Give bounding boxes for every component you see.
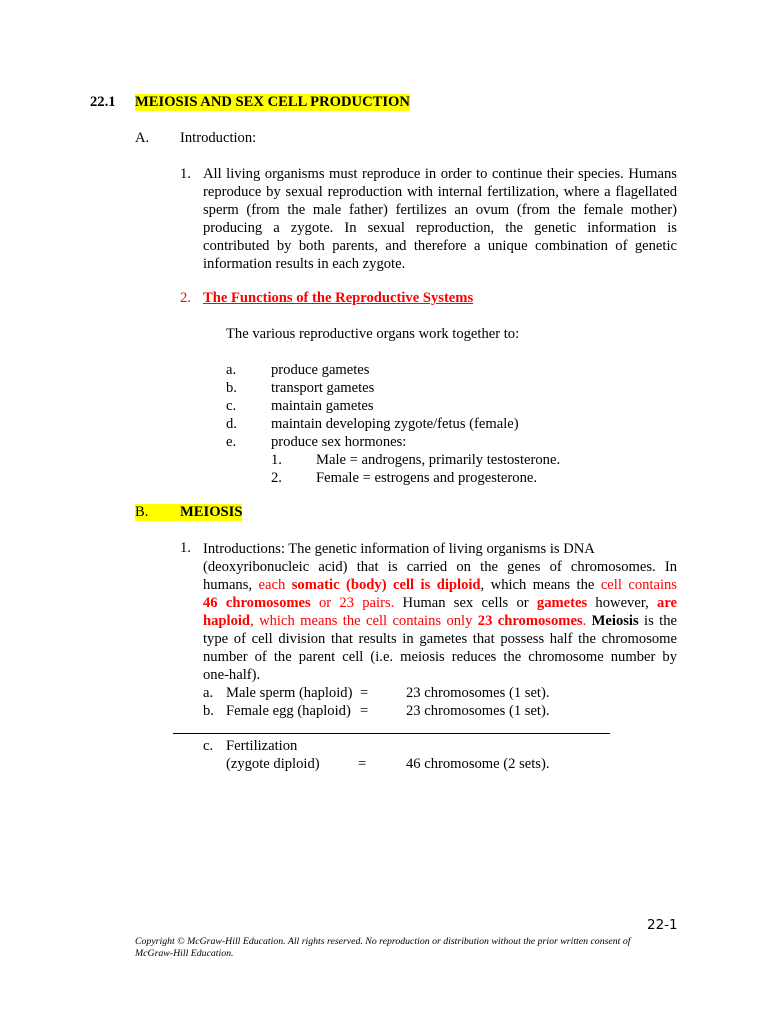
list-item-letter: d.	[226, 416, 237, 432]
para-line-1: Introductions: The genetic information of living organisms is DNA	[203, 541, 595, 557]
para-line-5	[203, 612, 677, 630]
sublist-item-number: 2.	[271, 470, 282, 486]
list-item: maintain developing zygote/fetus (female)	[271, 416, 519, 432]
part-b-title: MEIOSIS	[180, 504, 243, 520]
part-a-item1-text: All living organisms must reproduce in order to continue their species. Humans reproduce by sexual reproduction with internal fertilization, where a flagellated sperm (from the male father) fertilizes an ovum (from the female mother) producing a zygote. In sexual reproduction, the genetic information is contributed by both parents, and therefore a unique combination of genetic information results in each zygote.	[203, 166, 677, 272]
part-a-item1-number: 1.	[180, 166, 191, 182]
part-a-letter: A.	[135, 130, 150, 146]
page-number: 22-1	[647, 917, 678, 933]
row-label: Female egg (haploid)	[226, 703, 351, 719]
row-label-secondary: (zygote diploid)	[226, 756, 320, 772]
part-b-letter: B.	[135, 504, 180, 521]
list-item-letter: c.	[226, 398, 237, 414]
text-run: Human sex cells or	[394, 595, 537, 611]
text-run: or 23 pairs.	[310, 595, 395, 611]
row-equals: =	[358, 756, 367, 772]
functions-intro: The various reproductive organs work together to:	[226, 326, 520, 342]
para-line-2: (deoxyribonucleic acid) that is carried on the genes of chromosomes. In	[203, 559, 677, 575]
text-run: , which means the	[480, 577, 601, 593]
text-run: each	[258, 577, 292, 593]
sublist-item: Male = androgens, primarily testosterone.	[316, 452, 561, 468]
list-item: transport gametes	[271, 380, 375, 396]
para-line-7: number of the parent cell (i.e. meiosis reduces the chromosome number by	[203, 649, 677, 665]
copyright-notice: Copyright © McGraw-Hill Education. All rights reserved. No reproduction or distribution without the prior written consent of McGraw-Hill Education.	[135, 936, 631, 959]
section-title: MEIOSIS AND SEX CELL PRODUCTION	[135, 94, 410, 110]
row-value: 23 chromosomes (1 set).	[406, 685, 550, 701]
list-item-letter: e.	[226, 434, 237, 450]
row-equals: =	[360, 703, 369, 719]
part-a-item2-number: 2.	[180, 290, 191, 306]
sublist-item: Female = estrogens and progesterone.	[316, 470, 537, 486]
list-item-letter: b.	[226, 380, 237, 396]
list-item-letter: a.	[226, 362, 237, 378]
text-run: somatic (body) cell is diploid	[291, 577, 481, 593]
text-run: are	[657, 595, 678, 611]
row-equals: =	[360, 685, 369, 701]
part-a-item2-title: The Functions of the Reproductive Systems	[203, 290, 474, 306]
sum-rule	[173, 733, 610, 734]
para-line-3	[203, 576, 677, 594]
text-run: 23 chromosomes	[477, 613, 583, 629]
text-run: cell contains	[600, 577, 677, 593]
section-number: 22.1	[90, 94, 116, 110]
para-line-6: type of cell division that results in gametes that possess half the chromosome	[203, 631, 677, 647]
row-value: 23 chromosomes (1 set).	[406, 703, 550, 719]
list-item: produce gametes	[271, 362, 370, 378]
row-value: 46 chromosome (2 sets).	[406, 756, 550, 772]
text-run: gametes	[536, 595, 588, 611]
part-b-item1-number: 1.	[180, 540, 191, 556]
row-label: Fertilization	[226, 738, 298, 754]
text-run: haploid	[203, 613, 251, 629]
row-letter: c.	[203, 738, 214, 754]
row-letter: a.	[203, 685, 214, 701]
list-item: maintain gametes	[271, 398, 374, 414]
row-label: Male sperm (haploid)	[226, 685, 353, 701]
part-a-title: Introduction:	[180, 130, 257, 146]
text-run: .	[582, 613, 592, 629]
text-run: humans,	[203, 577, 259, 593]
text-run: however,	[587, 595, 658, 611]
para-line-4	[203, 594, 677, 612]
para-line-8: one-half).	[203, 667, 261, 683]
text-run: Meiosis	[591, 613, 639, 629]
row-letter: b.	[203, 703, 214, 719]
list-item: produce sex hormones:	[271, 434, 407, 450]
text-run: 46 chromosomes	[203, 595, 311, 611]
text-run: , which means the cell contains only	[250, 613, 478, 629]
sublist-item-number: 1.	[271, 452, 282, 468]
text-run: is the	[638, 613, 677, 629]
